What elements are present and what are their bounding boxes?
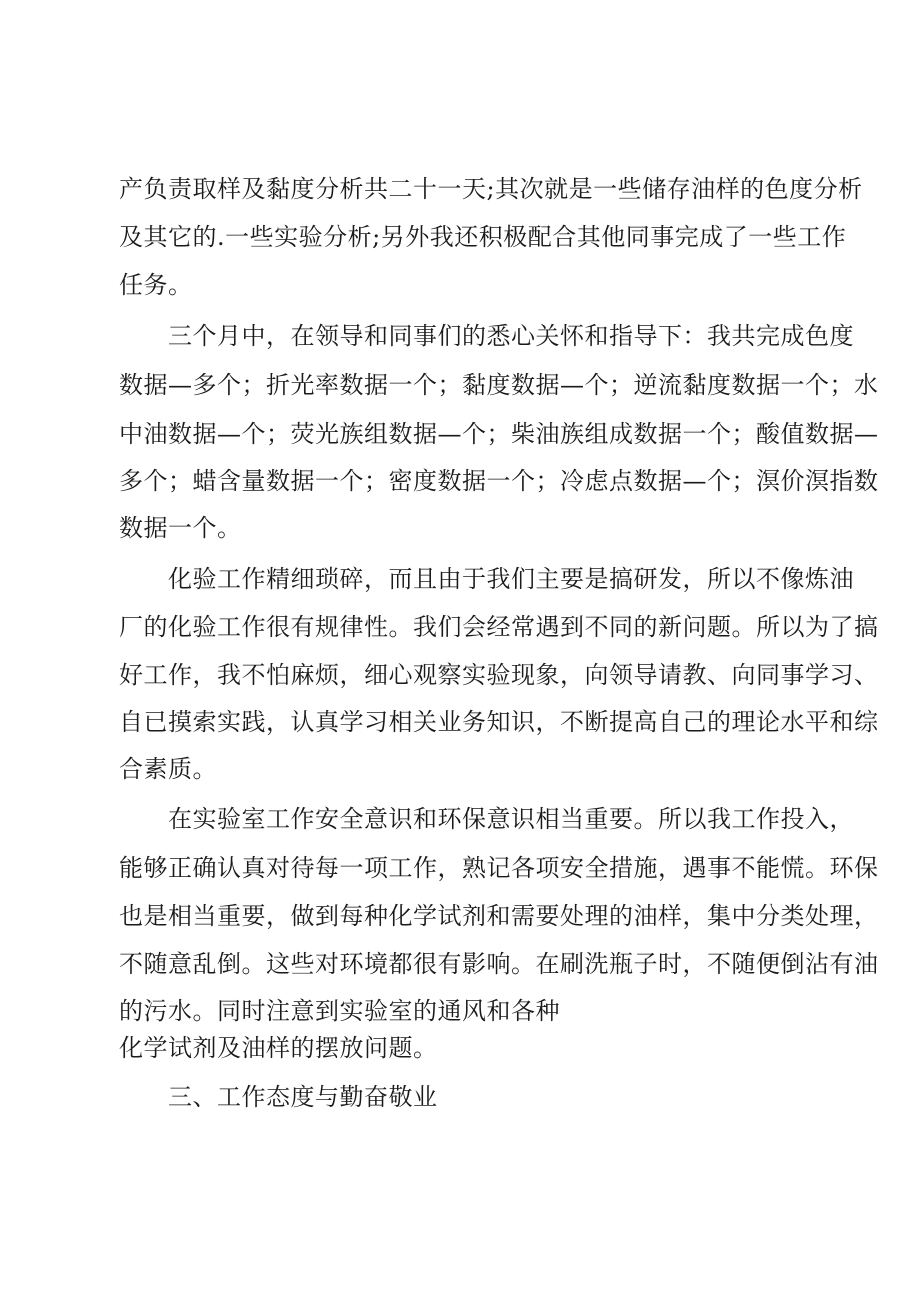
text-line: 及其它的.一些实验分析;另外我还积极配合其他同事完成了一些工作 (119, 223, 847, 251)
text-line: 好工作，我不怕麻烦，细心观察实验现象，向领导请教、向同事学习、 (119, 661, 879, 689)
text-line: 厂的化验工作很有规律性。我们会经常遇到不同的新问题。所以为了搞 (119, 613, 879, 641)
text-line: 化学试剂及油样的摆放问题。 (119, 1034, 438, 1062)
text-line: 产负责取样及黏度分析共二十一天;其次就是一些储存油样的色度分析 (119, 175, 863, 203)
text-line: 也是相当重要，做到每种化学试剂和需要处理的油样，集中分类处理， (119, 902, 879, 930)
text-line: 合素质。 (119, 755, 217, 783)
text-line: 中油数据—个；荧光族组数据—个；柴油族组成数据一个；酸值数据— (119, 420, 879, 448)
text-line: 自已摸索实践，认真学习相关业务知识，不断提高自己的理论水平和综 (119, 708, 879, 736)
section-heading: 三、工作态度与勤奋敬业 (168, 1083, 438, 1111)
paragraph-first-line: 三个月中，在领导和同事们的悉心关怀和指导下：我共完成色度 (168, 322, 854, 350)
paragraph-first-line: 在实验室工作安全意识和环保意识相当重要。所以我工作投入， (168, 805, 854, 833)
text-line: 数据—多个；折光率数据一个；黏度数据—个；逆流黏度数据一个；水 (119, 371, 879, 399)
text-line: 不随意乱倒。这些对环境都很有影响。在刷洗瓶子时，不随便倒沾有油 (119, 950, 879, 978)
text-line: 多个；蜡含量数据一个；密度数据一个；冷虑点数据—个；溟价溟指数 (119, 467, 879, 495)
text-line: 能够正确认真对待每一项工作，熟记各项安全措施，遇事不能慌。环保 (119, 854, 879, 882)
text-line: 的污水。同时注意到实验室的通风和各种 (119, 997, 560, 1025)
text-line: 数据一个。 (119, 514, 242, 542)
text-line: 任务。 (119, 271, 193, 299)
paragraph-first-line: 化验工作精细琐碎，而且由于我们主要是搞研发，所以不像炼油 (168, 565, 854, 593)
